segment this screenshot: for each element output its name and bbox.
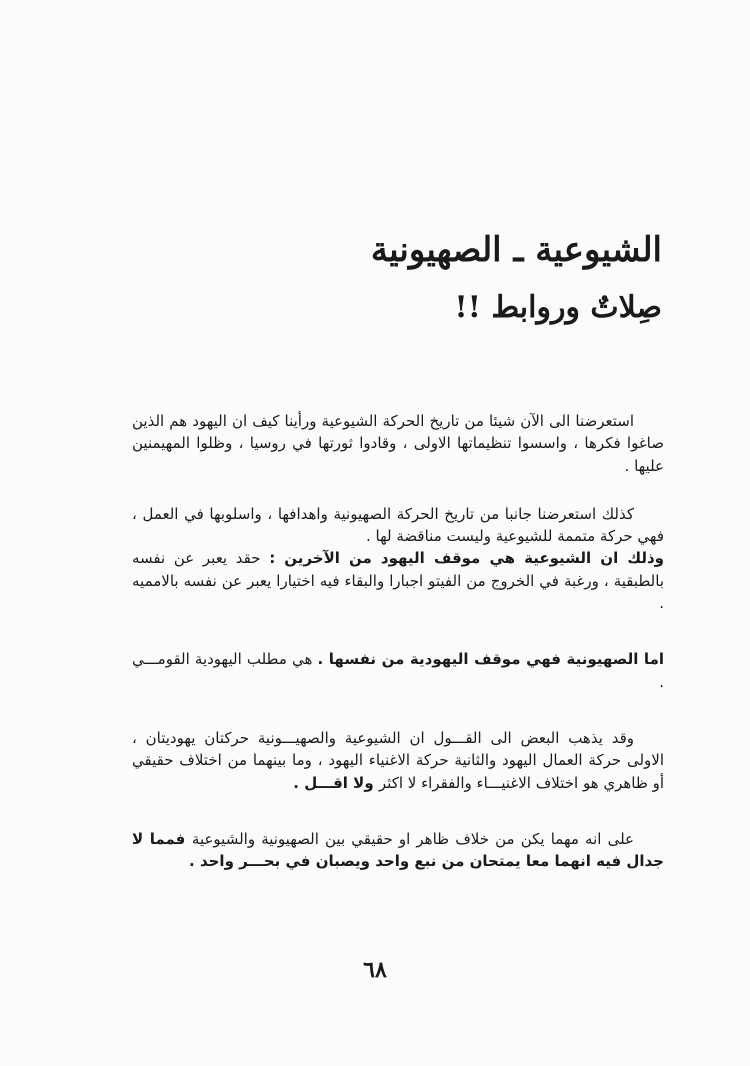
page-number: ٦٨ [363, 957, 387, 983]
paragraph-text: كذلك استعرضنا جانبا من تاريخ الحركة الصهيونية واهدافها ، واسلوبها في العمل ، فهي حركة متممة للشيوعية وليست مناقضة لها . [132, 504, 664, 546]
paragraph-text: وقد يذهب البعض الى القـــول ان الشيوعية والصهيـــونية حركتان يهوديتان ، الاولى حركة العمال اليهود والثانية حركة الاغنياء اليهود ، وما بينهما من اختلاف حقيقي أو ظاهري هو اختلاف الاغنيـــاء والفقراء لا اكثر [132, 728, 664, 792]
paragraph-text: على انه مهما يكن من خلاف ظاهر او حقيقي بين الصهيونية والشيوعية [191, 829, 634, 848]
paragraph-5 [132, 727, 664, 794]
paragraph-text: حقد يعبر عن نفسه بالطبقية ، ورغبة في الخروج من الفيتو اجبارا والبقاء فيه اختيارا يعبر عن نفسه بالامميه . [132, 549, 664, 613]
paragraph-bold-tail: ولا اقـــل . [293, 773, 379, 792]
paragraph-bold-lead: وذلك ان الشيوعية هي موقف اليهود من الآخرين : [269, 549, 664, 568]
paragraph-4 [132, 648, 664, 693]
paragraph-6 [132, 828, 664, 873]
chapter-subtitle: صِلاتٌ وروابط !! [454, 290, 662, 325]
paragraph-1 [132, 410, 664, 477]
paragraph-bold-tail: فمما لا جدال فيه انهما معا يمتحان من نبع واحد ويصبان في بحـــر واحد . [132, 829, 664, 871]
paragraph-2 [132, 503, 664, 548]
paragraph-text: هي مطلب اليهودية القومـــي . [132, 650, 664, 691]
paragraph-3 [132, 547, 664, 614]
body-text [132, 410, 664, 872]
chapter-title: الشيوعية ـ الصهيونية [370, 230, 662, 270]
paragraph-text: استعرضنا الى الآن شيئا من تاريخ الحركة الشيوعية ورأينا كيف ان اليهود هم الذين صاغوا فكرها ، واسسوا تنظيماتها الاولى ، وقادوا ثورتها في روسيا ، وظلوا المهيمنين عليها . [132, 412, 664, 475]
paragraph-bold-lead: اما الصهيونية فهي موقف اليهودية من نفسها . [317, 650, 664, 669]
